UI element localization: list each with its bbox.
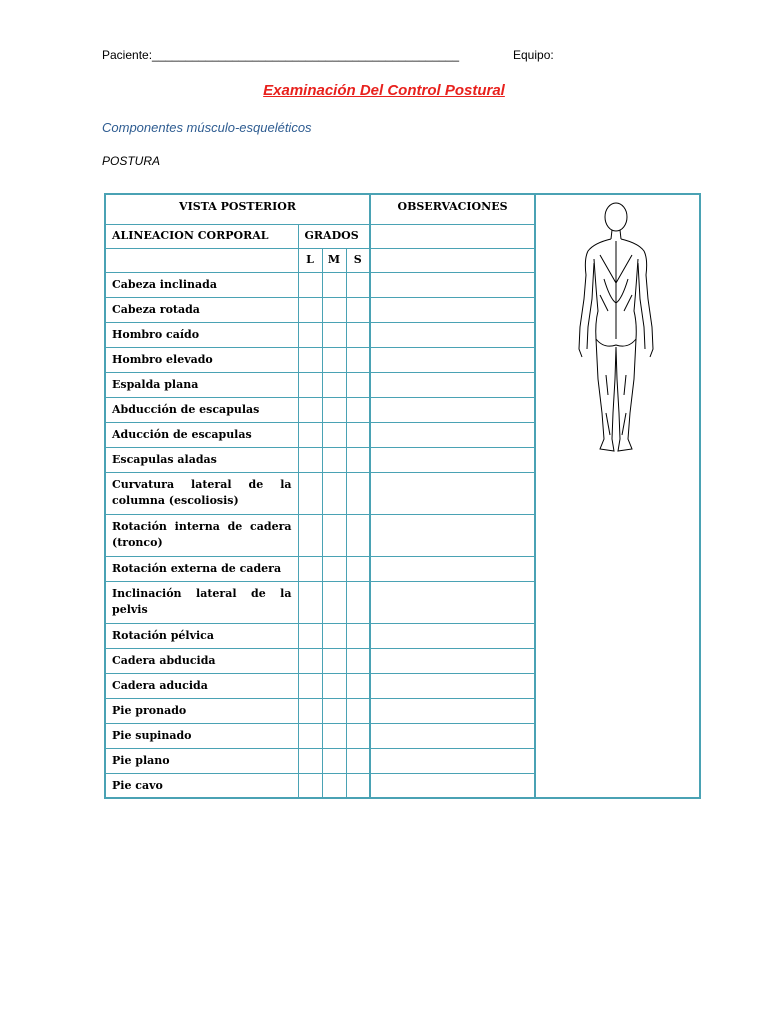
grade-m-cell[interactable] [322,372,346,397]
posture-item-label: Cadera abducida [105,648,298,673]
observaciones-cell[interactable] [370,773,535,798]
posture-item-label: Espalda plana [105,372,298,397]
grade-l-cell[interactable] [298,748,322,773]
observaciones-cell[interactable] [370,248,535,272]
observaciones-cell[interactable] [370,673,535,698]
grade-m-cell[interactable] [322,723,346,748]
grade-l-cell[interactable] [298,447,322,472]
posture-item-label: Pie supinado [105,723,298,748]
grade-m-cell[interactable] [322,297,346,322]
observaciones-cell[interactable] [370,648,535,673]
alineacion-header: ALINEACION CORPORAL [105,224,298,248]
observaciones-cell[interactable] [370,322,535,347]
grade-l-header: L [298,248,322,272]
grade-l-cell[interactable] [298,623,322,648]
grade-s-cell[interactable] [346,297,370,322]
grade-s-cell[interactable] [346,773,370,798]
subsection-heading: POSTURA [102,154,161,168]
posture-item-label: Pie pronado [105,698,298,723]
grade-s-cell[interactable] [346,472,370,514]
posture-item-label: Abducción de escapulas [105,397,298,422]
grade-m-cell[interactable] [322,773,346,798]
posture-item-label: Hombro caído [105,322,298,347]
grade-s-cell[interactable] [346,447,370,472]
grade-m-cell[interactable] [322,556,346,581]
grade-l-cell[interactable] [298,397,322,422]
posture-item-label: Aducción de escapulas [105,422,298,447]
posture-item-label: Rotación externa de cadera [105,556,298,581]
grade-s-cell[interactable] [346,272,370,297]
observaciones-cell[interactable] [370,623,535,648]
vista-posterior-header: VISTA POSTERIOR [105,194,370,224]
observaciones-cell[interactable] [370,297,535,322]
observaciones-cell[interactable] [370,748,535,773]
grade-m-cell[interactable] [322,422,346,447]
grade-l-cell[interactable] [298,472,322,514]
grade-s-cell[interactable] [346,581,370,623]
observaciones-header: OBSERVACIONES [370,194,535,224]
grados-header: GRADOS [298,224,370,248]
grade-m-cell[interactable] [322,581,346,623]
grade-l-cell[interactable] [298,556,322,581]
team-field[interactable]: Equipo: [513,48,554,62]
grade-s-cell[interactable] [346,422,370,447]
posture-item-label: Cadera aducida [105,673,298,698]
observaciones-cell[interactable] [370,723,535,748]
section-heading: Componentes músculo-esqueléticos [102,120,312,135]
grade-m-header: M [322,248,346,272]
posture-item-label: Rotación pélvica [105,623,298,648]
grade-l-cell[interactable] [298,773,322,798]
grade-m-cell[interactable] [322,648,346,673]
grade-l-cell[interactable] [298,673,322,698]
grade-s-cell[interactable] [346,648,370,673]
grade-s-cell[interactable] [346,698,370,723]
grade-s-cell[interactable] [346,723,370,748]
posture-item-label: Inclinación lateral de la pelvis [105,581,298,623]
grade-m-cell[interactable] [322,347,346,372]
grade-l-cell[interactable] [298,322,322,347]
page-title: Examinación Del Control Postural [263,82,505,99]
grade-l-cell[interactable] [298,698,322,723]
observaciones-cell[interactable] [370,347,535,372]
grade-m-cell[interactable] [322,272,346,297]
observaciones-cell[interactable] [370,581,535,623]
grade-l-cell[interactable] [298,581,322,623]
observaciones-cell[interactable] [370,514,535,556]
observaciones-cell[interactable] [370,698,535,723]
observaciones-cell[interactable] [370,472,535,514]
grade-m-cell[interactable] [322,447,346,472]
grade-s-cell[interactable] [346,372,370,397]
observaciones-cell[interactable] [370,224,535,248]
grade-s-cell[interactable] [346,748,370,773]
posture-item-label: Escapulas aladas [105,447,298,472]
grade-l-cell[interactable] [298,272,322,297]
grade-s-cell[interactable] [346,514,370,556]
grade-l-cell[interactable] [298,297,322,322]
posture-item-label: Hombro elevado [105,347,298,372]
grade-m-cell[interactable] [322,397,346,422]
posture-table [104,193,701,799]
grade-m-cell[interactable] [322,698,346,723]
posterior-body-figure [570,199,662,457]
grade-l-cell[interactable] [298,422,322,447]
posture-item-label: Pie plano [105,748,298,773]
grade-s-cell[interactable] [346,347,370,372]
posture-item-label: Rotación interna de cadera (tronco) [105,514,298,556]
grade-s-header: S [346,248,370,272]
posture-item-label: Pie cavo [105,773,298,798]
grade-l-cell[interactable] [298,372,322,397]
grade-l-cell[interactable] [298,347,322,372]
observaciones-cell[interactable] [370,372,535,397]
observaciones-cell[interactable] [370,272,535,297]
grade-s-cell[interactable] [346,556,370,581]
blank-cell [105,248,298,272]
grade-s-cell[interactable] [346,322,370,347]
grade-s-cell[interactable] [346,623,370,648]
posture-item-label: Curvatura lateral de la columna (escoliosis) [105,472,298,514]
grade-m-cell[interactable] [322,472,346,514]
grade-l-cell[interactable] [298,723,322,748]
grade-l-cell[interactable] [298,514,322,556]
grade-s-cell[interactable] [346,673,370,698]
posture-item-label: Cabeza rotada [105,297,298,322]
grade-l-cell[interactable] [298,648,322,673]
grade-m-cell[interactable] [322,514,346,556]
posture-item-label: Cabeza inclinada [105,272,298,297]
grade-m-cell[interactable] [322,322,346,347]
grade-m-cell[interactable] [322,748,346,773]
observaciones-cell[interactable] [370,422,535,447]
patient-field[interactable]: Paciente:______________________________________________ [102,48,460,62]
observaciones-cell[interactable] [370,447,535,472]
grade-s-cell[interactable] [346,397,370,422]
grade-m-cell[interactable] [322,673,346,698]
figure-cell [535,194,700,798]
observaciones-cell[interactable] [370,556,535,581]
observaciones-cell[interactable] [370,397,535,422]
grade-m-cell[interactable] [322,623,346,648]
